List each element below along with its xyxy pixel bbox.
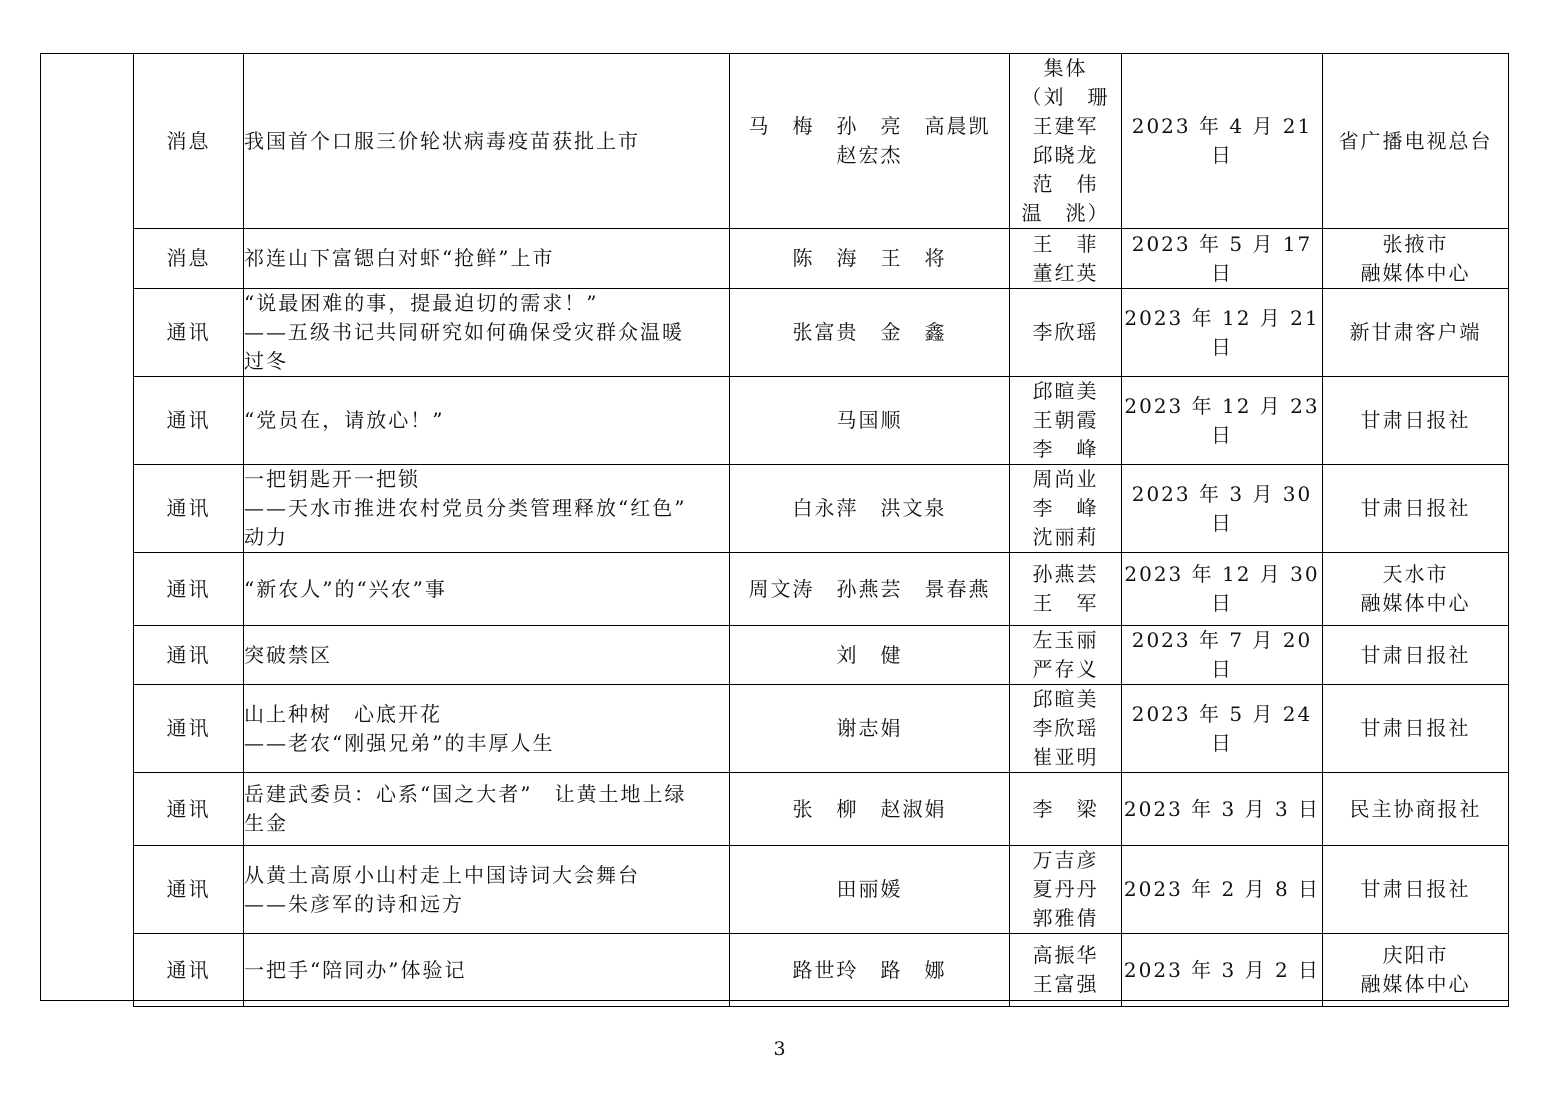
entry-title-cell (244, 846, 730, 934)
entry-type-cell: 通讯 (134, 626, 244, 685)
entry-type-cell: 消息 (134, 54, 244, 229)
cell-line: 王 菲 (1032, 231, 1099, 256)
table-row (134, 553, 1509, 626)
entry-editors-cell (1010, 54, 1122, 229)
entry-date-cell: 2023 年 3 月 3 日 (1122, 773, 1323, 846)
entry-type-cell: 通讯 (134, 289, 244, 377)
entry-title-cell (244, 54, 730, 229)
table-row (134, 229, 1509, 289)
entry-title-cell (244, 685, 730, 773)
entry-type-cell: 通讯 (134, 685, 244, 773)
cell-line: 动力 (244, 525, 288, 549)
cell-line: 赵宏杰 (836, 143, 903, 167)
entry-date-cell: 2023 年 12 月 21 日 (1122, 289, 1323, 377)
entry-date-cell: 2023 年 4 月 21 日 (1122, 54, 1323, 229)
cell-line: 温 洮） (1021, 201, 1110, 225)
cell-line: 白永萍 洪文泉 (792, 496, 947, 520)
entry-editors-cell (1010, 229, 1122, 289)
cell-line: 王朝霞 (1032, 408, 1099, 432)
entry-authors-cell (730, 229, 1010, 289)
entry-editors-cell (1010, 465, 1122, 553)
cell-line: 张掖市 (1382, 231, 1449, 256)
cell-line: 甘肃日报社 (1360, 877, 1471, 901)
cell-line: 融媒体中心 (1360, 260, 1471, 285)
entry-title-cell (244, 626, 730, 685)
entry-authors-cell (730, 465, 1010, 553)
entry-title-cell (244, 553, 730, 626)
table-row (134, 846, 1509, 934)
cell-line: 融媒体中心 (1360, 972, 1471, 996)
entry-editors-cell (1010, 377, 1122, 465)
entry-editors-cell (1010, 685, 1122, 773)
cell-line: ——五级书记共同研究如何确保受灾群众温暖 (244, 320, 684, 344)
entry-unit-cell (1323, 846, 1509, 934)
entry-type-cell: 通讯 (134, 465, 244, 553)
entry-type-cell: 通讯 (134, 773, 244, 846)
cell-line: 刘 健 (836, 642, 903, 667)
cell-line: 甘肃日报社 (1360, 496, 1471, 520)
entry-type-cell: 通讯 (134, 553, 244, 626)
entry-authors-cell (730, 377, 1010, 465)
table-row (134, 54, 1509, 229)
cell-line: 路世玲 路 娜 (792, 957, 947, 982)
cell-line: 夏丹丹 (1032, 877, 1099, 901)
entry-editors-cell (1010, 934, 1122, 1007)
entry-unit-cell (1323, 685, 1509, 773)
cell-line: 陈 海 王 将 (792, 246, 947, 270)
cell-line: 张 柳 赵淑娟 (792, 796, 947, 821)
cell-line: 生金 (244, 811, 288, 835)
cell-line: 从黄土高原小山村走上中国诗词大会舞台 (244, 862, 640, 887)
entry-title-cell (244, 229, 730, 289)
entry-authors-cell (730, 626, 1010, 685)
table-row (134, 289, 1509, 377)
cell-line: 一把手“陪同办”体验记 (244, 957, 467, 982)
cell-line: 李欣瑶 (1032, 716, 1099, 740)
cell-line: 我国首个口服三价轮状病毒疫苗获批上市 (244, 128, 640, 153)
entry-editors-cell (1010, 846, 1122, 934)
cell-line: “党员在，请放心！” (244, 408, 445, 432)
award-entries-table (133, 53, 1509, 1007)
cell-line: 沈丽莉 (1032, 525, 1099, 549)
cell-line: 马国顺 (836, 408, 903, 432)
cell-line: 董红英 (1032, 260, 1099, 285)
cell-line: ——老农“刚强兄弟”的丰厚人生 (244, 730, 555, 755)
cell-line: 邱晓龙 (1032, 143, 1099, 167)
entry-title-cell (244, 773, 730, 846)
cell-line: 周尚业 (1032, 467, 1099, 491)
cell-line: 王 军 (1032, 591, 1099, 615)
table-row (134, 773, 1509, 846)
cell-line: 马 梅 孙 亮 高晨凯 (748, 114, 991, 138)
entry-title-cell (244, 465, 730, 553)
cell-line: 李欣瑶 (1032, 320, 1099, 344)
entry-editors-cell (1010, 553, 1122, 626)
cell-line: 突破禁区 (244, 642, 332, 667)
cell-line: 一把钥匙开一把锁 (244, 467, 420, 491)
entry-date-cell: 2023 年 3 月 30 日 (1122, 465, 1323, 553)
table-row (134, 685, 1509, 773)
cell-line: 岳建武委员：心系“国之大者” 让黄土地上绿 (244, 782, 687, 806)
entry-authors-cell (730, 773, 1010, 846)
entry-unit-cell (1323, 289, 1509, 377)
cell-line: 张富贵 金 鑫 (792, 320, 947, 344)
entry-authors-cell (730, 846, 1010, 934)
table-body (134, 54, 1509, 1007)
entry-title-cell (244, 377, 730, 465)
entry-title-cell (244, 934, 730, 1007)
cell-line: 庆阳市 (1382, 943, 1449, 967)
entry-authors-cell (730, 54, 1010, 229)
entry-authors-cell (730, 289, 1010, 377)
cell-line: ——天水市推进农村党员分类管理释放“红色” (244, 496, 687, 520)
cell-line: 过冬 (244, 349, 288, 373)
cell-line: 天水市 (1382, 562, 1449, 586)
entry-editors-cell (1010, 626, 1122, 685)
entry-unit-cell (1323, 553, 1509, 626)
entry-type-cell: 通讯 (134, 377, 244, 465)
cell-line: 祁连山下富锶白对虾“抢鲜”上市 (244, 246, 555, 270)
cell-line: 集体 (1043, 56, 1088, 80)
cell-line: 李 梁 (1032, 796, 1099, 821)
cell-line: 邱暄美 (1032, 379, 1099, 403)
entry-unit-cell (1323, 229, 1509, 289)
cell-line: “说最困难的事，提最迫切的需求！” (244, 291, 599, 315)
cell-line: “新农人”的“兴农”事 (244, 576, 447, 601)
entry-unit-cell (1323, 626, 1509, 685)
entry-type-cell: 通讯 (134, 846, 244, 934)
entry-title-cell (244, 289, 730, 377)
entry-authors-cell (730, 685, 1010, 773)
entry-unit-cell (1323, 773, 1509, 846)
cell-line: 邱暄美 (1032, 687, 1099, 711)
entry-type-cell: 通讯 (134, 934, 244, 1007)
cell-line: 融媒体中心 (1360, 591, 1471, 615)
entry-date-cell: 2023 年 5 月 17 日 (1122, 229, 1323, 289)
cell-line: 孙燕芸 (1032, 562, 1099, 586)
entry-date-cell: 2023 年 2 月 8 日 (1122, 846, 1323, 934)
cell-line: 范 伟 (1032, 172, 1099, 196)
table-row (134, 377, 1509, 465)
entry-authors-cell (730, 553, 1010, 626)
cell-line: 崔亚明 (1032, 745, 1099, 769)
cell-line: 民主协商报社 (1349, 796, 1482, 821)
cell-line: 省广播电视总台 (1338, 128, 1493, 153)
entry-editors-cell (1010, 289, 1122, 377)
cell-line: 李 峰 (1032, 496, 1099, 520)
entry-unit-cell (1323, 54, 1509, 229)
page-number: 3 (773, 1038, 786, 1060)
cell-line: 甘肃日报社 (1360, 408, 1471, 432)
cell-line: 郭雅倩 (1032, 906, 1099, 930)
entry-date-cell: 2023 年 7 月 20 日 (1122, 626, 1323, 685)
cell-line: 田丽媛 (836, 877, 903, 901)
entry-editors-cell (1010, 773, 1122, 846)
entry-date-cell: 2023 年 3 月 2 日 (1122, 934, 1323, 1007)
cell-line: （刘 珊 (1021, 85, 1110, 109)
cell-line: 左玉丽 (1032, 628, 1099, 652)
cell-line: 高振华 (1032, 943, 1099, 967)
cell-line: 甘肃日报社 (1360, 716, 1471, 740)
entry-type-cell: 消息 (134, 229, 244, 289)
cell-line: 李 峰 (1032, 437, 1099, 461)
cell-line: 王富强 (1032, 972, 1099, 996)
table-row (134, 626, 1509, 685)
entry-date-cell: 2023 年 12 月 23 日 (1122, 377, 1323, 465)
cell-line: 新甘肃客户端 (1349, 320, 1482, 344)
cell-line: 周文涛 孙燕芸 景春燕 (748, 576, 991, 601)
cell-line: 王建军 (1032, 114, 1099, 138)
table-row (134, 465, 1509, 553)
cell-line: 谢志娟 (836, 716, 903, 740)
entry-unit-cell (1323, 377, 1509, 465)
entry-authors-cell (730, 934, 1010, 1007)
cell-line: 山上种树 心底开花 (244, 701, 442, 726)
table-row (134, 934, 1509, 1007)
entry-date-cell: 2023 年 12 月 30 日 (1122, 553, 1323, 626)
entry-unit-cell (1323, 465, 1509, 553)
cell-line: ——朱彦军的诗和远方 (244, 891, 464, 916)
entry-unit-cell (1323, 934, 1509, 1007)
entry-date-cell: 2023 年 5 月 24 日 (1122, 685, 1323, 773)
cell-line: 严存义 (1032, 657, 1099, 681)
cell-line: 万吉彦 (1032, 848, 1099, 872)
cell-line: 甘肃日报社 (1360, 642, 1471, 667)
